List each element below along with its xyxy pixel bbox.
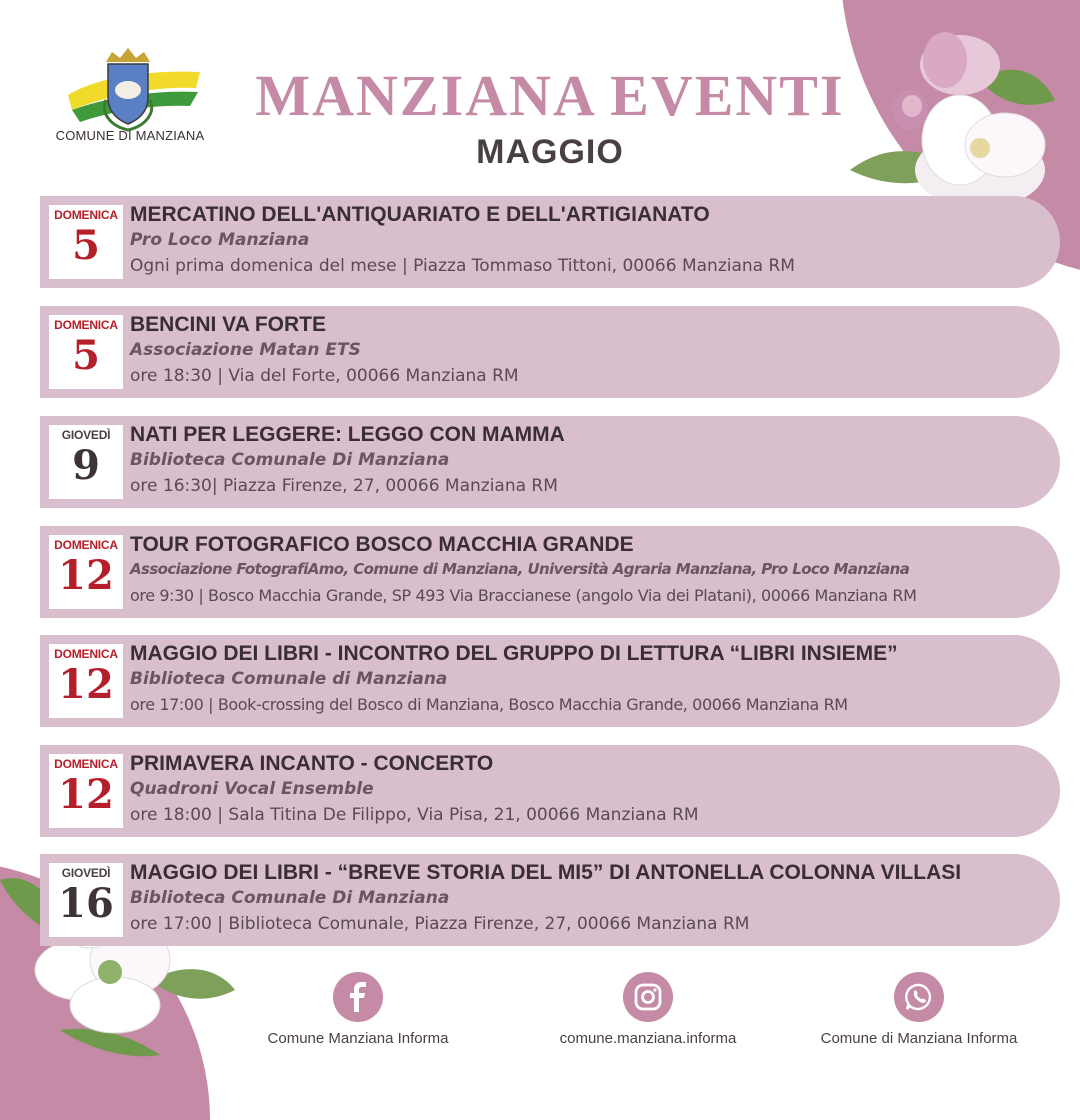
event-organizer: Pro Loco Manziana xyxy=(130,230,310,250)
facebook-label[interactable]: Comune Manziana Informa xyxy=(267,1030,449,1047)
event-title: MAGGIO DEI LIBRI - INCONTRO DEL GRUPPO DI LETTURA “LIBRI INSIEME” xyxy=(130,642,898,665)
event-card xyxy=(40,854,1060,946)
date-box xyxy=(49,754,123,828)
flower-decoration-top-right xyxy=(840,20,1070,210)
social-instagram[interactable] xyxy=(518,972,778,1047)
day-number: 16 xyxy=(58,880,114,927)
instagram-label[interactable]: comune.manziana.informa xyxy=(559,1030,737,1047)
event-details: ore 9:30 | Bosco Macchia Grande, SP 493 Via Braccianese (angolo Via dei Platani), 00066 Manziana RM xyxy=(130,586,917,605)
day-of-week: GIOVEDÌ xyxy=(61,428,111,442)
day-number: 12 xyxy=(58,661,114,708)
event-details: ore 18:30 | Via del Forte, 00066 Manziana RM xyxy=(130,366,519,386)
date-box xyxy=(49,205,123,279)
day-number: 12 xyxy=(58,552,114,599)
event-organizer: Associazione Matan ETS xyxy=(130,340,361,360)
event-details: Ogni prima domenica del mese | Piazza Tommaso Tittoni, 00066 Manziana RM xyxy=(130,256,795,276)
event-title: NATI PER LEGGERE: LEGGO CON MAMMA xyxy=(130,423,565,446)
date-box xyxy=(49,425,123,499)
event-organizer: Biblioteca Comunale di Manziana xyxy=(130,669,448,689)
event-details: ore 18:00 | Sala Titina De Filippo, Via Pisa, 21, 00066 Manziana RM xyxy=(130,805,699,825)
event-card xyxy=(40,306,1060,398)
day-of-week: DOMENICA xyxy=(54,208,118,222)
event-card xyxy=(40,635,1060,727)
event-organizer: Quadroni Vocal Ensemble xyxy=(130,779,374,799)
event-card xyxy=(40,196,1060,288)
event-details: ore 16:30| Piazza Firenze, 27, 00066 Manziana RM xyxy=(130,476,558,496)
date-box xyxy=(49,644,123,718)
whatsapp-icon[interactable] xyxy=(894,972,944,1022)
event-organizer: Biblioteca Comunale Di Manziana xyxy=(130,450,450,470)
day-number: 12 xyxy=(58,771,114,818)
day-of-week: GIOVEDÌ xyxy=(61,866,111,880)
date-box xyxy=(49,535,123,609)
day-of-week: DOMENICA xyxy=(54,647,118,661)
event-title: MERCATINO DELL'ANTIQUARIATO E DELL'ARTIGIANATO xyxy=(130,203,710,226)
event-organizer: Biblioteca Comunale Di Manziana xyxy=(130,888,450,908)
day-of-week: DOMENICA xyxy=(54,757,118,771)
instagram-icon[interactable] xyxy=(623,972,673,1022)
day-number: 5 xyxy=(72,222,100,269)
logo-caption: COMUNE DI MANZIANA xyxy=(55,128,205,143)
social-facebook[interactable] xyxy=(228,972,488,1047)
event-details: ore 17:00 | Book-crossing del Bosco di Manziana, Bosco Macchia Grande, 00066 Manziana RM xyxy=(130,695,848,714)
whatsapp-label[interactable]: Comune di Manziana Informa xyxy=(820,1030,1018,1047)
event-card xyxy=(40,526,1060,618)
event-title: MAGGIO DEI LIBRI - “BREVE STORIA DEL MI5” DI ANTONELLA COLONNA VILLASI xyxy=(130,861,962,884)
event-card xyxy=(40,745,1060,837)
date-box xyxy=(49,315,123,389)
event-details: ore 17:00 | Biblioteca Comunale, Piazza Firenze, 27, 00066 Manziana RM xyxy=(130,914,750,934)
page-subtitle: MAGGIO xyxy=(476,133,624,171)
event-organizer: Associazione FotografiAmo, Comune di Manziana, Università Agraria Manziana, Pro Loco Manziana xyxy=(130,560,910,578)
day-number: 9 xyxy=(72,442,100,489)
event-title: TOUR FOTOGRAFICO BOSCO MACCHIA GRANDE xyxy=(130,533,634,556)
day-of-week: DOMENICA xyxy=(54,538,118,552)
day-of-week: DOMENICA xyxy=(54,318,118,332)
event-card xyxy=(40,416,1060,508)
day-number: 5 xyxy=(72,332,100,379)
social-whatsapp[interactable] xyxy=(789,972,1049,1047)
event-title: BENCINI VA FORTE xyxy=(130,313,327,336)
event-title: PRIMAVERA INCANTO - CONCERTO xyxy=(130,752,494,775)
facebook-icon[interactable] xyxy=(333,972,383,1022)
page-title: MANZIANA EVENTI xyxy=(255,63,845,128)
date-box xyxy=(49,863,123,937)
